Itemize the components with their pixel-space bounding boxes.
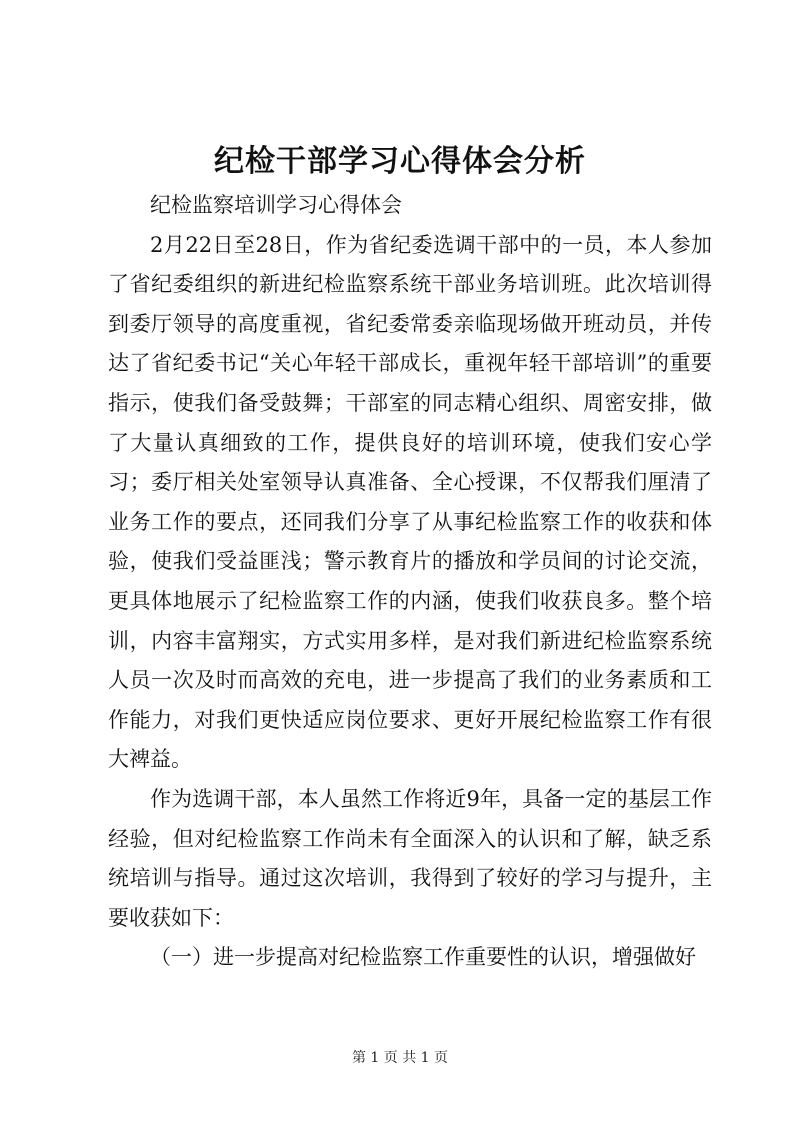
document-subtitle: 纪检监察培训学习心得体会: [150, 193, 402, 217]
paragraph: 作为选调干部，本人虽然工作将近9年，具备一定的基层工作经验，但对纪检监察工作尚未有全面深入的认识和了解，缺乏系统培训与指导。通过这次培训，我得到了较好的学习与提升，主要收获如下：: [108, 786, 712, 930]
paragraph: （一）进一步提高对纪检监察工作重要性的认识，增强做好: [150, 945, 696, 970]
document-title: 纪检干部学习心得体会分析: [214, 144, 586, 179]
document-body: [108, 186, 712, 978]
page-footer: 第 1 页 共 1 页: [351, 1050, 449, 1066]
paragraph: 2月22日至28日，作为省纪委选调干部中的一员，本人参加了省纪委组织的新进纪检监察系统干部业务培训班。此次培训得到委厅领导的高度重视，省纪委常委亲临现场做开班动员，并传达了省纪委书记“关心年轻干部成长，重视年轻干部培训”的重要指示，使我们备受鼓舞；干部室的同志精心组织、周密安排，做了大量认真细致的工作，提供良好的培训环境，使我们安心学习；委厅相关处室领导认真准备、全心授课，不仅帮我们厘清了业务工作的要点，还同我们分享了从事纪检监察工作的收获和体验，使我们受益匪浅；警示教育片的播放和学员间的讨论交流，更具体地展示了纪检监察工作的内涵，使我们收获良多。整个培训，内容丰富翔实，方式实用多样，是对我们新进纪检监察系统人员一次及时而高效的充电，进一步提高了我们的业务素质和工作能力，对我们更快适应岗位要求、更好开展纪检监察工作有很大裨益。: [108, 232, 712, 772]
